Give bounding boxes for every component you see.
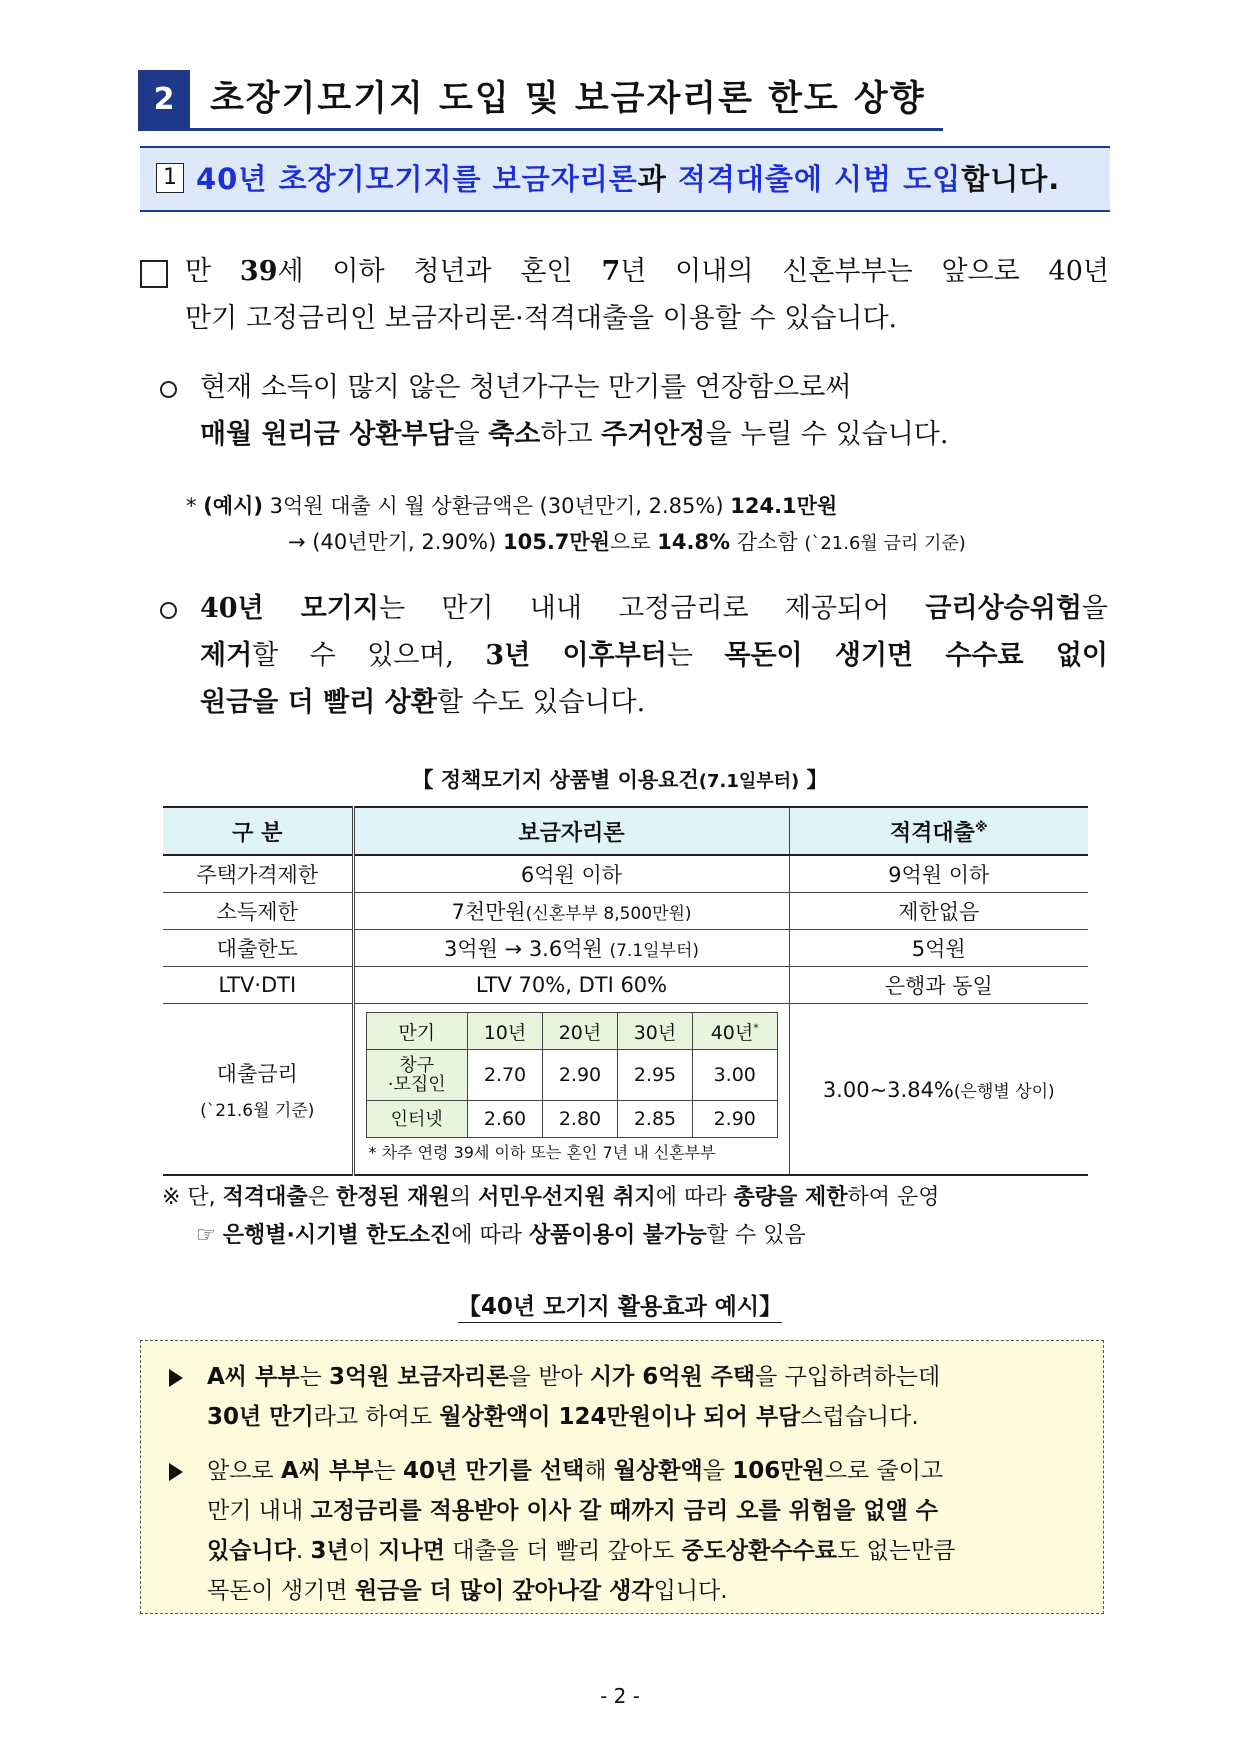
cell-jeokgyeok: 5억원	[789, 930, 1088, 967]
circle-bullet-1	[160, 381, 177, 398]
page-number: - 2 -	[600, 1684, 640, 1708]
example-title: 【40년 모기지 활용효과 예시】	[0, 1288, 1240, 1321]
rate-header-row	[366, 1013, 777, 1050]
example-note-line1: * (예시) 3억원 대출 시 월 상환금액은 (30년만기, 2.85%) 124.1만원	[186, 494, 838, 518]
bullet1-line1: 현재 소득이 많지 않은 청년가구는 만기를 연장함으로써	[200, 372, 852, 403]
bullet2-line3: 원금을 더 빨리 상환할 수도 있습니다.	[200, 687, 646, 718]
table-row	[163, 1004, 1088, 1176]
rate-header: 만기	[366, 1013, 467, 1050]
rate-cell: 2.90	[692, 1101, 777, 1138]
circle-bullet-2	[160, 602, 177, 619]
row-label: 주택가격제한	[163, 855, 353, 893]
table-row	[163, 930, 1088, 967]
rate-header: 20년	[542, 1013, 617, 1050]
subsection-title: 40년 초장기모기지를 보금자리론과 적격대출에 시범 도입합니다.	[196, 162, 1061, 196]
section-underline	[138, 128, 943, 131]
rate-cell: 3.00	[692, 1050, 777, 1101]
rate-cell: 2.80	[542, 1101, 617, 1138]
footnote-line2: ☞ 은행별·시기별 한도소진에 따라 상품이용이 불가능할 수 있음	[196, 1223, 806, 1248]
header-jeokgyeok: 적격대출※	[789, 807, 1088, 855]
rate-header: 40년*	[692, 1013, 777, 1050]
subsection-number: 1	[156, 163, 184, 193]
checkbox-bullet	[140, 260, 168, 288]
example-note-line2: → (40년만기, 2.90%) 105.7만원으로 14.8% 감소함 (`21.6월 금리 기준)	[288, 530, 966, 554]
row-label: 대출금리 (`21.6월 기준)	[163, 1004, 353, 1176]
main-paragraph-line2: 만기 고정금리인 보금자리론·적격대출을 이용할 수 있습니다.	[185, 303, 898, 334]
row-label: LTV·DTI	[163, 967, 353, 1004]
cell-bogeum: 6억원 이하	[353, 855, 789, 893]
triangle-bullet-icon	[169, 1463, 183, 1481]
header-bogeumjari: 보금자리론	[353, 807, 789, 855]
table-row	[163, 967, 1088, 1004]
rate-cell: 2.85	[617, 1101, 692, 1138]
example-item1-line2: 30년 만기라고 하여도 월상환액이 124만원이나 되어 부담스럽습니다.	[207, 1404, 919, 1430]
rate-header: 10년	[467, 1013, 542, 1050]
rate-subtable	[366, 1012, 778, 1138]
row-label: 소득제한	[163, 893, 353, 930]
rate-row-label: 창구 ·모집인	[366, 1050, 467, 1101]
cell-bogeum-rates	[353, 1004, 789, 1176]
rate-cell: 2.90	[542, 1050, 617, 1101]
bullet1-line2: 매월 원리금 상환부담을 축소하고 주거안정을 누릴 수 있습니다.	[200, 419, 949, 450]
cell-jeokgyeok: 제한없음	[789, 893, 1088, 930]
table-title: 【 정책모기지 상품별 이용요건(7.1일부터) 】	[412, 768, 828, 792]
example-item2-line2: 만기 내내 고정금리를 적용받아 이사 갈 때까지 금리 오를 위험을 없앨 수	[207, 1498, 939, 1524]
cell-bogeum: 3억원 → 3.6억원 (7.1일부터)	[353, 930, 789, 967]
example-item2-line4: 목돈이 생기면 원금을 더 많이 갚아나갈 생각입니다.	[207, 1578, 728, 1604]
rate-header: 30년	[617, 1013, 692, 1050]
cell-jeokgyeok: 은행과 동일	[789, 967, 1088, 1004]
cell-jeokgyeok: 9억원 이하	[789, 855, 1088, 893]
bullet2-line1: 40년 모기지는 만기 내내 고정금리로 제공되어 금리상승위험을	[200, 593, 1108, 624]
rate-row	[366, 1050, 777, 1101]
example-item2-line1: 앞으로 A씨 부부는 40년 만기를 선택해 월상환액을 106만원으로 줄이고	[207, 1458, 944, 1484]
section-title: 초장기모기지 도입 및 보금자리론 한도 상향	[210, 79, 926, 119]
cell-bogeum: LTV 70%, DTI 60%	[353, 967, 789, 1004]
bullet2-line2: 제거할 수 있으며, 3년 이후부터는 목돈이 생기면 수수료 없이	[200, 640, 1108, 671]
example-item2-line3: 있습니다. 3년이 지나면 대출을 더 빨리 갚아도 중도상환수수료도 없는만큼	[207, 1538, 956, 1564]
table-row	[163, 893, 1088, 930]
rate-note: * 차주 연령 39세 이하 또는 혼인 7년 내 신혼부부	[368, 1143, 716, 1162]
triangle-bullet-icon	[169, 1369, 183, 1387]
example-box	[140, 1340, 1104, 1614]
header-category: 구 분	[163, 807, 353, 855]
rate-row	[366, 1101, 777, 1138]
rate-cell: 2.60	[467, 1101, 542, 1138]
cell-jeokgyeok-rate: 3.00~3.84%(은행별 상이)	[789, 1004, 1088, 1176]
policy-mortgage-table	[163, 806, 1088, 1176]
rate-cell: 2.95	[617, 1050, 692, 1101]
cell-bogeum: 7천만원(신혼부부 8,500만원)	[353, 893, 789, 930]
rate-row-label: 인터넷	[366, 1101, 467, 1138]
row-label: 대출한도	[163, 930, 353, 967]
example-item1-line1: A씨 부부는 3억원 보금자리론을 받아 시가 6억원 주택을 구입하려하는데	[207, 1364, 941, 1390]
rate-cell: 2.70	[467, 1050, 542, 1101]
table-header-row	[163, 807, 1088, 855]
table-row	[163, 855, 1088, 893]
main-paragraph-line1: 만 39세 이하 청년과 혼인 7년 이내의 신혼부부는 앞으로 40년	[185, 256, 1109, 287]
subsection-box	[140, 146, 1110, 212]
footnote-line1: ※ 단, 적격대출은 한정된 재원의 서민우선지원 취지에 따라 총량을 제한하여 운영	[162, 1185, 940, 1210]
section-number: 2	[138, 70, 190, 128]
